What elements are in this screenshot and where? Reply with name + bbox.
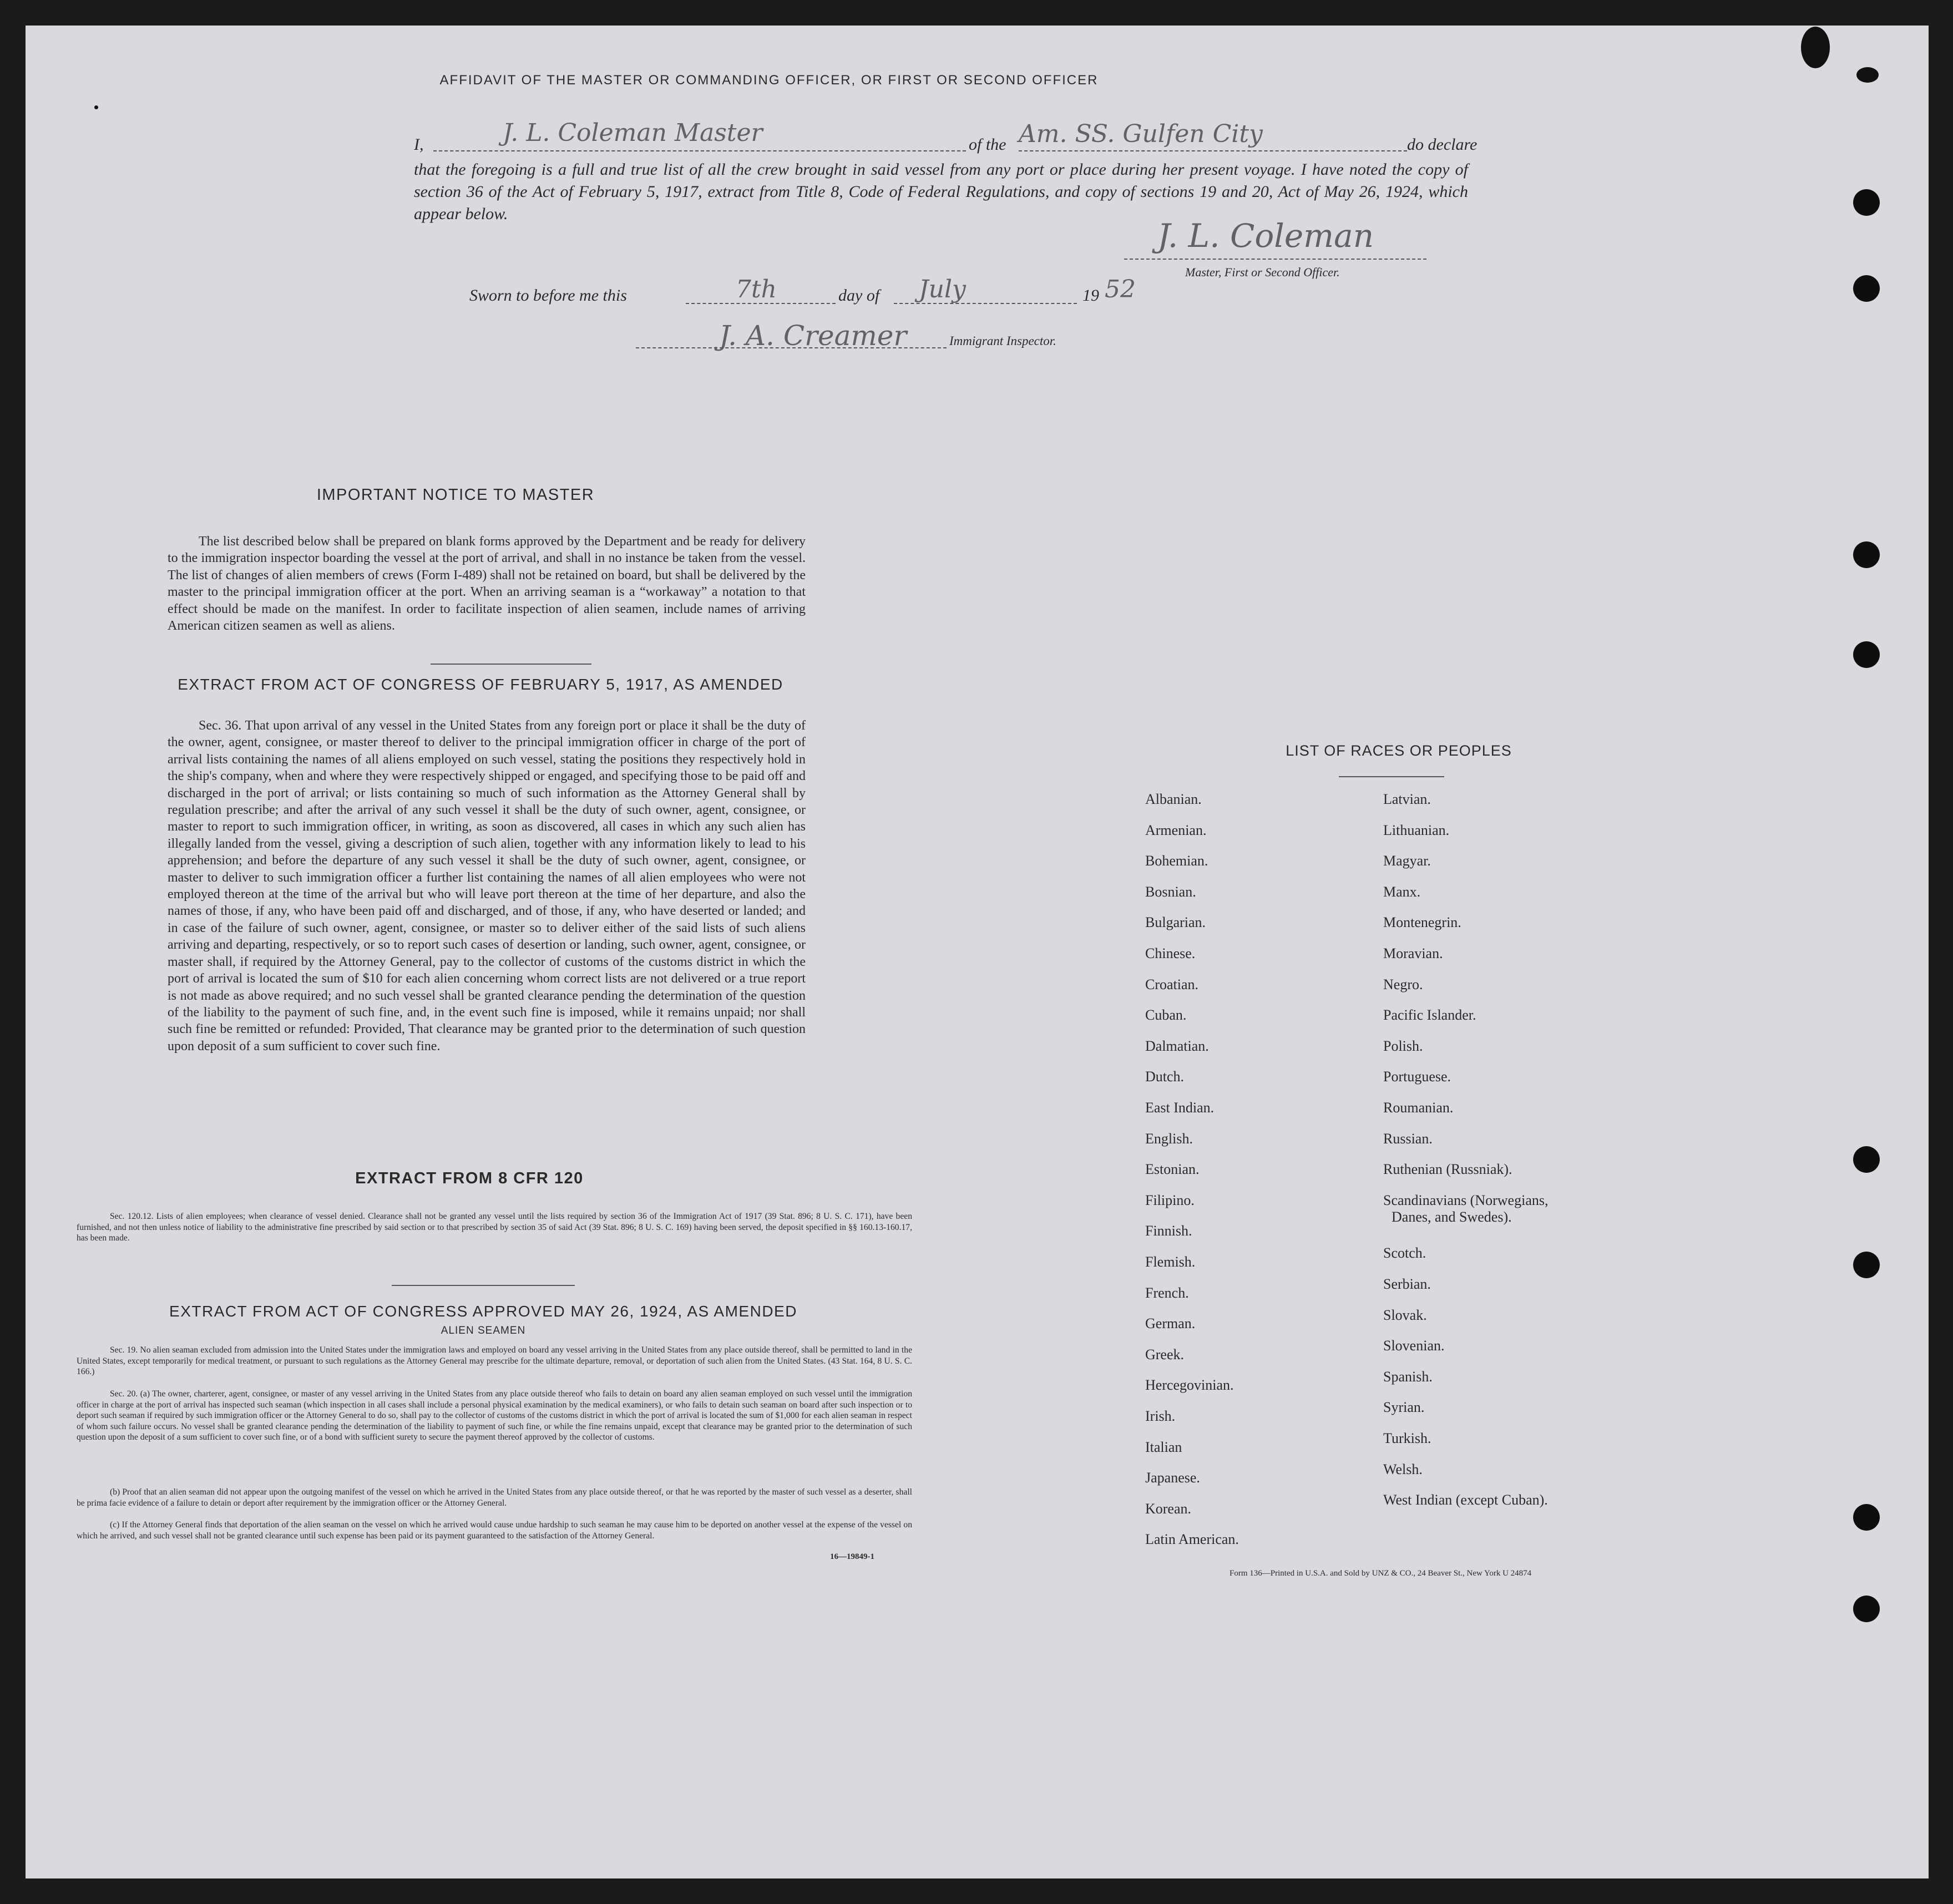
- race-item: Polish.: [1383, 1037, 1423, 1054]
- punch-hole: [1853, 541, 1880, 568]
- affidavit-title: AFFIDAVIT OF THE MASTER OR COMMANDING OFFICER, OR FIRST OR SECOND OFFICER: [439, 73, 1099, 88]
- race-item: Spanish.: [1383, 1368, 1433, 1385]
- day-handwriting: 7th: [736, 275, 777, 303]
- punch-hole: [1853, 1596, 1880, 1622]
- year-handwriting: 52: [1105, 275, 1136, 303]
- ink-blot: [1801, 27, 1830, 68]
- race-item: Manx.: [1383, 883, 1421, 900]
- race-item: Greek.: [1145, 1346, 1185, 1363]
- divider: [431, 664, 591, 665]
- race-item: Bulgarian.: [1145, 914, 1206, 931]
- sec-20a: Sec. 20. (a) The owner, charterer, agent, consignee, or master of any vessel arriving in the United States from any place outside thereof who fails to detain on board any alien seaman employed on such vessel until the immigration officer in charge at the port of arrival has inspected such seaman (which inspection in all cases shall include a personal physical examination by the medical examiners), or who fails to detain such seaman on board after such inspection or to deport such seaman if required by such immigration officer or the Attorney General to do so, shall pay to the collector of customs of the customs district in which the port of arrival is located the sum of $1,000 for each alien seaman in respect of whom such failure occurs. No vessel shall be granted clearance pending the determination of the liability to payment of such fine, or while the fine remains unpaid, except that clearance may be granted prior to the determination of such question upon the deposit of a sum sufficient to cover such fine, or of a bond with sufficient surety to secure the payment thereof approved by the collector of customs.: [77, 1389, 912, 1442]
- race-item: Italian: [1145, 1439, 1182, 1455]
- inspector-caption: Immigrant Inspector.: [949, 334, 1056, 348]
- race-item: Welsh.: [1383, 1461, 1423, 1477]
- race-item: Slovak.: [1383, 1307, 1427, 1323]
- race-item: Bohemian.: [1145, 853, 1208, 869]
- race-item: Lithuanian.: [1383, 822, 1450, 838]
- races-title: LIST OF RACES OR PEOPLES: [1286, 742, 1512, 759]
- race-item: Turkish.: [1383, 1430, 1431, 1446]
- month-handwriting: July: [919, 275, 966, 303]
- punch-hole: [1853, 1504, 1880, 1531]
- race-item: English.: [1145, 1130, 1193, 1147]
- race-item: Montenegrin.: [1383, 914, 1461, 931]
- race-item: Latin American.: [1145, 1531, 1239, 1548]
- affidavit-body: that the foregoing is a full and true list of all the crew brought in said vessel from any port or place during her present voyage. I have noted the copy of section 36 of the Act of February 5, 1917, extract from Title 8, Code of Federal Regulations, and copy of sections 19 and 20, Act of May 26, 1924, which appear below.: [414, 160, 1468, 223]
- master-signature: J. L. Coleman: [1157, 217, 1374, 255]
- race-item: Japanese.: [1145, 1470, 1200, 1486]
- race-item: Negro.: [1383, 976, 1423, 992]
- race-item: Estonian.: [1145, 1161, 1200, 1178]
- punch-hole: [1853, 189, 1880, 216]
- divider: [1339, 776, 1444, 777]
- race-item: Ruthenian (Russniak).: [1383, 1161, 1512, 1178]
- master-name-handwriting: J. L. Coleman Master: [503, 119, 763, 147]
- race-item: Cuban.: [1145, 1007, 1187, 1024]
- sworn-prefix: Sworn to before me this: [469, 286, 627, 305]
- race-item: Filipino.: [1145, 1192, 1195, 1208]
- signature-line: [1124, 259, 1426, 260]
- race-item: Croatian.: [1145, 976, 1199, 992]
- race-item: Dutch.: [1145, 1069, 1185, 1085]
- race-item: Armenian.: [1145, 822, 1207, 838]
- race-item: French.: [1145, 1284, 1189, 1301]
- race-item: Scotch.: [1383, 1245, 1426, 1262]
- race-item: Flemish.: [1145, 1254, 1196, 1270]
- race-item: Bosnian.: [1145, 883, 1196, 900]
- divider: [392, 1285, 575, 1286]
- sec-19: Sec. 19. No alien seaman excluded from admission into the United States under the immigration laws and employed on board any vessel arriving in the United States from any place outside thereof, shall be permitted to land in the United States, except temporarily for medical treatment, or pursuant to such regulations as the Attorney General may prescribe for the ultimate departure, removal, or deportation of such alien from the United States. (43 Stat. 164, 8 U. S. C. 166.): [77, 1345, 912, 1377]
- race-item: Moravian.: [1383, 945, 1443, 961]
- punch-hole: [1853, 1146, 1880, 1173]
- extract-1917-body: Sec. 36. That upon arrival of any vessel in the United States from any foreign port or place it shall be the duty of the owner, agent, consignee, or master thereof to deliver to the principal immigration officer in charge of the port of arrival lists containing the names of all aliens employed on such vessel, stating the positions they respectively hold in the ship's company, when and where they were respectively shipped or engaged, and specifying those to be paid off and discharged in the port of arrival; or lists containing so much of such information as the Attorney General shall by regulation prescribe; and after the arrival of any such vessel it shall be the duty of such owner, agent, consignee, or master to report to such immigration officer, in writing, as soon as discovered, all cases in which any such alien has illegally landed from the vessel, giving a description of such alien, together with any information likely to lead to his apprehension; and before the departure of any such vessel it shall be the duty of such owner, agent, consignee, or master to deliver to such immigration officer a further list containing the names of all alien employees who were not employed thereon at the time of the arrival but who will leave port thereon at the time of her departure, and also the names of those, if any, who have been paid off and discharged, and of those, if any, who have deserted or landed; and in case of the failure of such owner, agent, consignee, or master so to deliver either of the said lists of such aliens arriving and departing, respectively, or so to report such cases of desertion or landing, such owner, agent, consignee, or master shall, if required by the Attorney General, pay to the collector of customs of the customs district in which the port of arrival is located the sum of $10 for each alien concerning whom correct lists are not delivered or a true report is not made as above required; and no such vessel shall be granted clearance pending the determination of the question of the liability to the payment of such fine, and, in the event such fine is imposed, while it remains unpaid; nor shall such fine be remitted or refunded: Provided, That clearance may be granted prior to the determination of such question upon deposit of a sum sufficient to cover such fine.: [168, 718, 806, 1054]
- race-item: Albanian.: [1145, 791, 1202, 807]
- race-item: Pacific Islander.: [1383, 1007, 1476, 1024]
- race-item: Russian.: [1383, 1130, 1433, 1147]
- race-item: Korean.: [1145, 1500, 1192, 1517]
- race-item: Magyar.: [1383, 853, 1431, 869]
- race-item: Chinese.: [1145, 945, 1196, 961]
- sec-20c: (c) If the Attorney General finds that deportation of the alien seaman on the vessel on which he arrived would cause undue hardship to such seaman he may cause him to be deported on another vessel at the expense of the vessel on which he arrived, and such vessel shall not be granted clearance until such expense has been paid or its payment guaranteed to the satisfaction of the Attorney General.: [77, 1520, 912, 1541]
- notice-body: The list described below shall be prepared on blank forms approved by the Department and be ready for delivery to the immigration inspector boarding the vessel at the port of arrival, and shall in no instance be taken from the vessel. The list of changes of alien members of crews (Form I-489) shall not be retained on board, but shall be delivered by the master to the principal immigration officer at the port. When an arriving seaman is a “workaway” a notation to that effect should be made on the manifest. In order to facilitate inspection of alien seamen, include names of arriving American citizen seamen as well as aliens.: [168, 534, 806, 634]
- inspector-line: [636, 347, 947, 348]
- sec-20b: (b) Proof that an alien seaman did not appear upon the outgoing manifest of the vessel on which he arrived in the United States from any place outside thereof, or that he was reported by the master of such vessel as a deserter, shall be prima facie evidence of a failure to detain or deport after requirement by the immigration officer or the Attorney General.: [77, 1487, 912, 1508]
- signature-caption: Master, First or Second Officer.: [1185, 265, 1340, 279]
- race-item: Scandinavians (Norwegians,: [1383, 1192, 1549, 1208]
- affidavit-declare: do declare: [1407, 135, 1478, 154]
- race-item: East Indian.: [1145, 1100, 1215, 1116]
- race-item: Danes, and Swedes).: [1392, 1208, 1512, 1225]
- inspector-signature: J. A. Creamer: [719, 320, 907, 352]
- extract-1924-subtitle: ALIEN SEAMEN: [441, 1325, 526, 1336]
- vessel-handwriting: Am. SS. Gulfen City: [1019, 120, 1263, 148]
- punch-hole: [1853, 275, 1880, 302]
- master-name-line: [433, 150, 966, 151]
- ink-blot: [1856, 67, 1879, 83]
- form-code: 16—19849-1: [830, 1552, 874, 1561]
- race-item: Slovenian.: [1383, 1338, 1445, 1354]
- footer: Form 136—Printed in U.S.A. and Sold by UNZ & CO., 24 Beaver St., New York U 24874: [1230, 1569, 1532, 1578]
- vessel-line: [1019, 150, 1407, 151]
- race-item: Irish.: [1145, 1408, 1176, 1424]
- race-item: West Indian (except Cuban).: [1383, 1492, 1548, 1508]
- year-prefix: 19: [1082, 286, 1099, 305]
- race-item: Finnish.: [1145, 1223, 1192, 1239]
- race-item: Latvian.: [1383, 791, 1431, 807]
- race-item: Hercegovinian.: [1145, 1377, 1234, 1394]
- punch-hole: [1853, 1252, 1880, 1278]
- race-item: Roumanian.: [1383, 1100, 1454, 1116]
- affidavit-i: I,: [414, 135, 424, 154]
- day-of: day of: [838, 286, 880, 305]
- cfr-title: EXTRACT FROM 8 CFR 120: [355, 1169, 584, 1187]
- ink-speck: [94, 105, 98, 109]
- extract-1917-title: EXTRACT FROM ACT OF CONGRESS OF FEBRUARY 5, 1917, AS AMENDED: [178, 676, 783, 693]
- notice-title: IMPORTANT NOTICE TO MASTER: [316, 486, 595, 504]
- form-page: [26, 26, 1929, 1878]
- affidavit-of-the: of the: [969, 135, 1006, 154]
- extract-1924-title: EXTRACT FROM ACT OF CONGRESS APPROVED MAY 26, 1924, AS AMENDED: [169, 1303, 797, 1320]
- race-item: Syrian.: [1383, 1399, 1425, 1416]
- cfr-body: Sec. 120.12. Lists of alien employees; when clearance of vessel denied. Clearance shall not be granted any vessel until the lists required by section 36 of the Immigration Act of 1917 (39 Stat. 896; 8 U. S. C. 171), have been furnished, and not then unless notice of liability to the administrative fine prescribed by said section or to that prescribed by section 35 of said Act (39 Stat. 896; 8 U. S. C. 169) having been served, the deposit specified in §§ 160.13-160.17, has been made.: [77, 1212, 912, 1243]
- race-item: Dalmatian.: [1145, 1037, 1209, 1054]
- race-item: German.: [1145, 1315, 1196, 1332]
- punch-hole: [1853, 641, 1880, 668]
- race-item: Portuguese.: [1383, 1069, 1451, 1085]
- race-item: Serbian.: [1383, 1276, 1431, 1292]
